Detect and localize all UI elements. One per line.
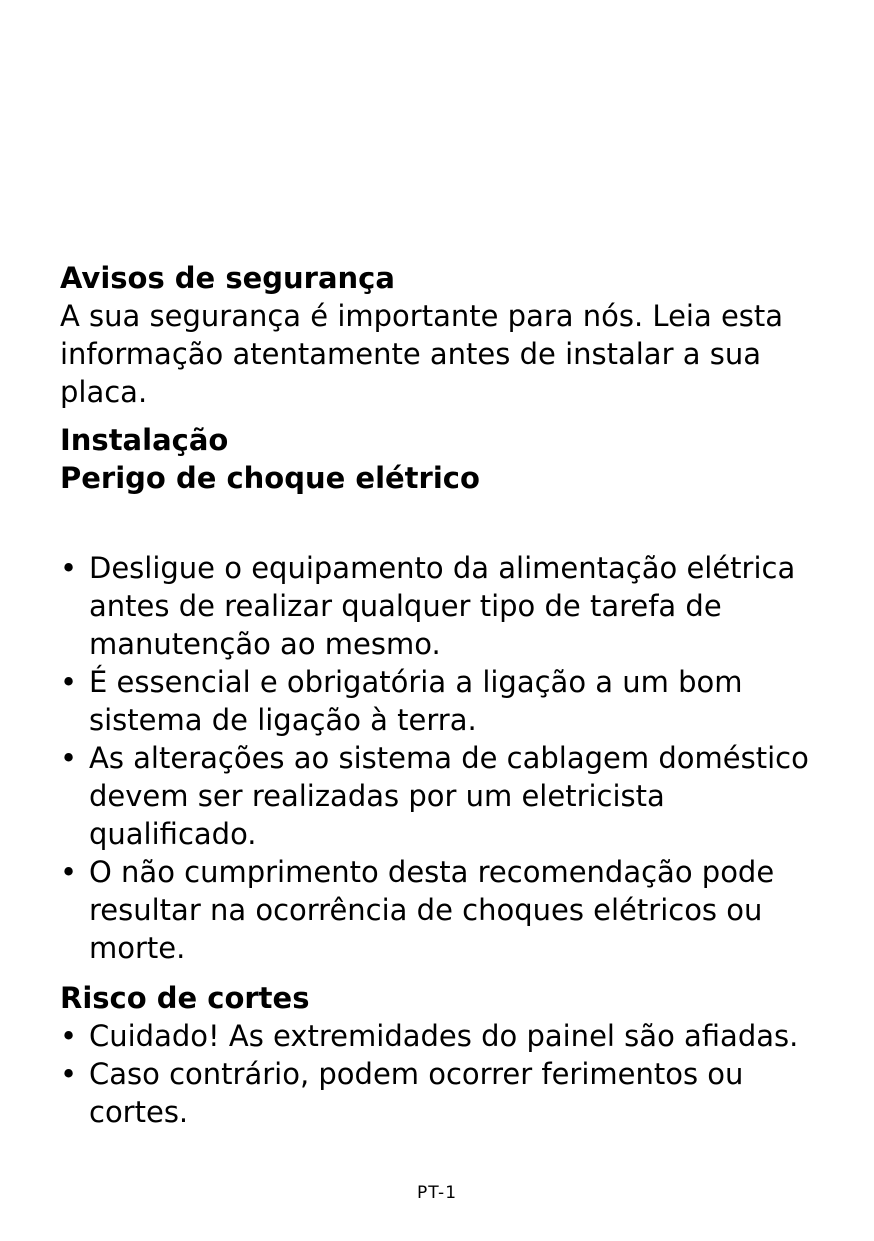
list-item-text: As alterações ao sistema de cablagem doméstico devem ser realizadas por um eletricista qualificado.	[89, 741, 809, 851]
list-item	[60, 739, 820, 853]
cut-risk-list	[60, 1017, 820, 1131]
bullet-icon: •	[60, 855, 78, 889]
bullet-icon: •	[60, 741, 78, 775]
cut-risk-heading: Risco de cortes	[60, 981, 310, 1015]
list-item	[60, 1055, 820, 1131]
list-item-text: Desligue o equipamento da alimentação elétrica antes de realizar qualquer tipo de tarefa de manutenção ao mesmo.	[89, 551, 796, 661]
electric-shock-subheading: Perigo de choque elétrico	[60, 461, 480, 495]
bullet-icon: •	[60, 551, 78, 585]
page-number: PT-1	[416, 1183, 458, 1203]
bullet-icon: •	[60, 1057, 78, 1091]
list-item-text: Caso contrário, podem ocorrer ferimentos ou cortes.	[89, 1057, 744, 1129]
list-item	[60, 853, 820, 967]
safety-warnings-heading: Avisos de segurança	[60, 261, 395, 295]
list-item-text: Cuidado! As extremidades do painel são afiadas.	[89, 1019, 799, 1053]
bullet-icon: •	[60, 1019, 78, 1053]
list-item	[60, 549, 820, 663]
list-item	[60, 663, 820, 739]
electric-shock-list	[60, 549, 820, 967]
page-content	[60, 259, 820, 1131]
bullet-icon: •	[60, 665, 78, 699]
installation-heading: Instalação	[60, 423, 229, 457]
safety-intro-paragraph: A sua segurança é importante para nós. Leia esta informação atentamente antes de instalar a sua placa.	[60, 299, 784, 409]
list-item-text: É essencial e obrigatória a ligação a um bom sistema de ligação à terra.	[89, 665, 743, 737]
list-item	[60, 1017, 820, 1055]
list-item-text: O não cumprimento desta recomendação pode resultar na ocorrência de choques elétricos ou morte.	[89, 855, 775, 965]
